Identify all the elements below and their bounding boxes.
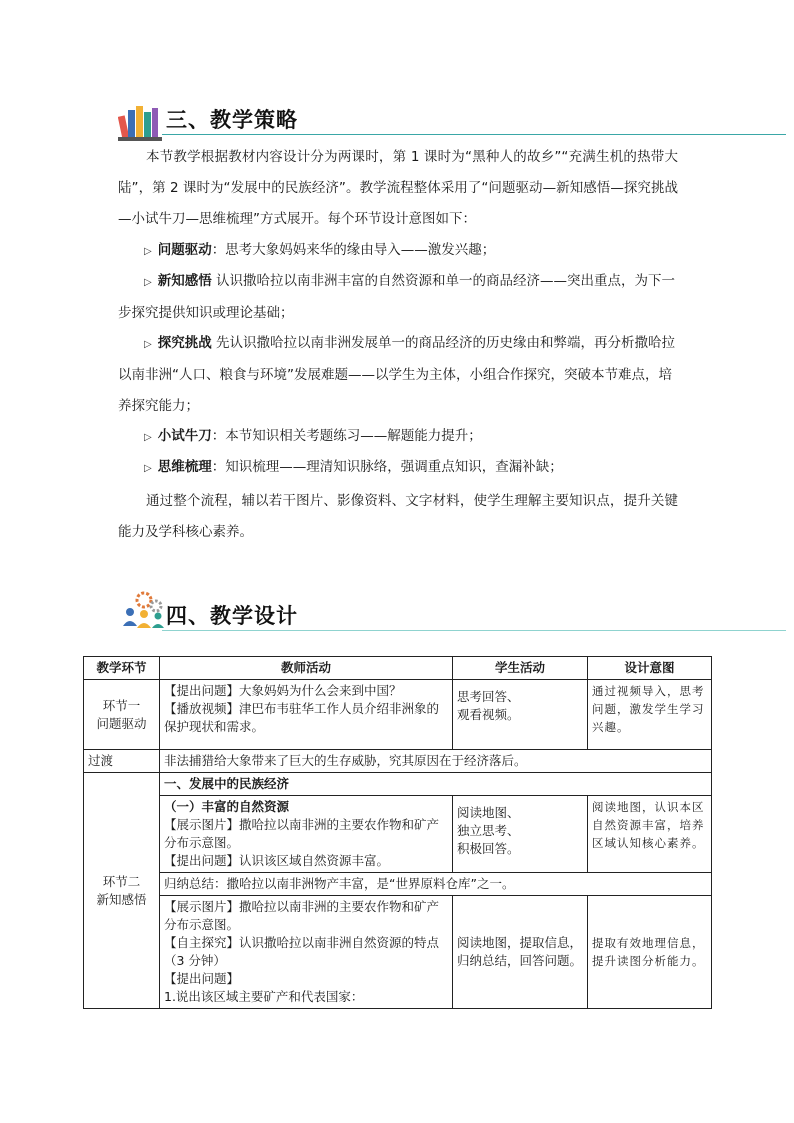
intent-cell: 通过视频导入，思考问题，激发学生学习兴趣。 <box>588 680 712 750</box>
student-cell: 阅读地图，提取信息，归纳总结，回答问题。 <box>453 896 588 1009</box>
summary-cell: 归纳总结：撒哈拉以南非洲物产丰富，是“世界原料仓库”之一。 <box>160 873 712 896</box>
intent-cell: 阅读地图，认识本区自然资源丰富，培养区域认知核心素养。 <box>588 796 712 873</box>
section-3-title: 三、教学策略 <box>166 108 298 132</box>
section-4-rule <box>162 630 786 631</box>
teacher-cell: 【展示图片】撒哈拉以南非洲的主要农作物和矿产分布示意图。 【自主探究】认识撒哈拉以南非洲自然资源的特点（3 分钟） 【提出问题】 1.说出该区域主要矿产和代表国家： <box>160 896 453 1009</box>
triangle-bullet-icon: ▷ <box>144 432 152 443</box>
triangle-bullet-icon: ▷ <box>144 277 152 288</box>
table-row <box>84 750 712 773</box>
triangle-bullet-icon: ▷ <box>144 246 152 257</box>
teacher-cell: 【提出问题】大象妈妈为什么会来到中国？ 【播放视频】津巴布韦驻华工作人员介绍非洲象的保护现状和需求。 <box>160 680 453 750</box>
bullet-practice: ▷ 小试牛刀：本节知识相关考题练习——解题能力提升； <box>144 428 482 444</box>
bullet-mind-map: ▷ 思维梳理：知识梳理——理清知识脉络，强调重点知识，查漏补缺； <box>144 459 563 475</box>
section-3-intro: 本节教学根据教材内容设计分为两课时，第 1 课时为“黑种人的故乡”“充满生机的热带大陆”，第 2 课时为“发展中的民族经济”。教学流程整体采用了“问题驱动—新知感悟—探究挑战—小试牛刀—思维梳理”方式展开。每个环节设计意图如下： <box>118 149 678 227</box>
stage-cell: 环节一 问题驱动 <box>84 680 160 750</box>
stage-cell: 过渡 <box>84 750 160 773</box>
bullet-problem-driven: ▷ 问题驱动：思考大象妈妈来华的缘由导入——激发兴趣； <box>144 242 496 258</box>
table-row <box>84 896 712 1009</box>
bullet-new-knowledge: ▷ 新知感悟 认识撒哈拉以南非洲丰富的自然资源和单一的商品经济——突出重点，为下一步探究提供知识或理论基础； <box>118 273 675 321</box>
subsection-heading: 一、发展中的民族经济 <box>160 773 712 796</box>
bullet-inquiry: ▷ 探究挑战 先认识撒哈拉以南非洲发展单一的商品经济的历史缘由和弊端，再分析撒哈拉以南非洲“人口、粮食与环境”发展难题——以学生为主体，小组合作探究，突破本节难点，培养探究能力； <box>118 335 675 414</box>
triangle-bullet-icon: ▷ <box>144 463 152 474</box>
student-cell: 思考回答、 观看视频。 <box>453 680 588 750</box>
header-intent: 设计意图 <box>588 657 712 680</box>
header-teacher: 教师活动 <box>160 657 453 680</box>
table-row <box>84 873 712 896</box>
table-row <box>84 796 712 873</box>
teacher-cell: （一）丰富的自然资源 【展示图片】撒哈拉以南非洲的主要农作物和矿产分布示意图。 【提出问题】认识该区域自然资源丰富。 <box>160 796 453 873</box>
people-gears-icon <box>120 590 164 634</box>
header-student: 学生活动 <box>453 657 588 680</box>
teaching-design-table <box>83 656 712 1009</box>
intent-cell: 提取有效地理信息，提升读图分析能力。 <box>588 896 712 1009</box>
section-3-outro: 通过整个流程，辅以若干图片、影像资料、文字材料，使学生理解主要知识点，提升关键能力及学科核心素养。 <box>118 493 678 540</box>
transition-cell: 非法捕猎给大象带来了巨大的生存威胁，究其原因在于经济落后。 <box>160 750 712 773</box>
section-4-title: 四、教学设计 <box>166 604 298 628</box>
table-row <box>84 680 712 750</box>
table-header-row <box>84 657 712 680</box>
triangle-bullet-icon: ▷ <box>144 339 152 350</box>
student-cell: 阅读地图、 独立思考、 积极回答。 <box>453 796 588 873</box>
stage-cell: 环节二 新知感悟 <box>84 773 160 1009</box>
header-stage: 教学环节 <box>84 657 160 680</box>
books-icon <box>118 100 162 146</box>
table-row <box>84 773 712 796</box>
section-3-rule <box>162 134 786 135</box>
